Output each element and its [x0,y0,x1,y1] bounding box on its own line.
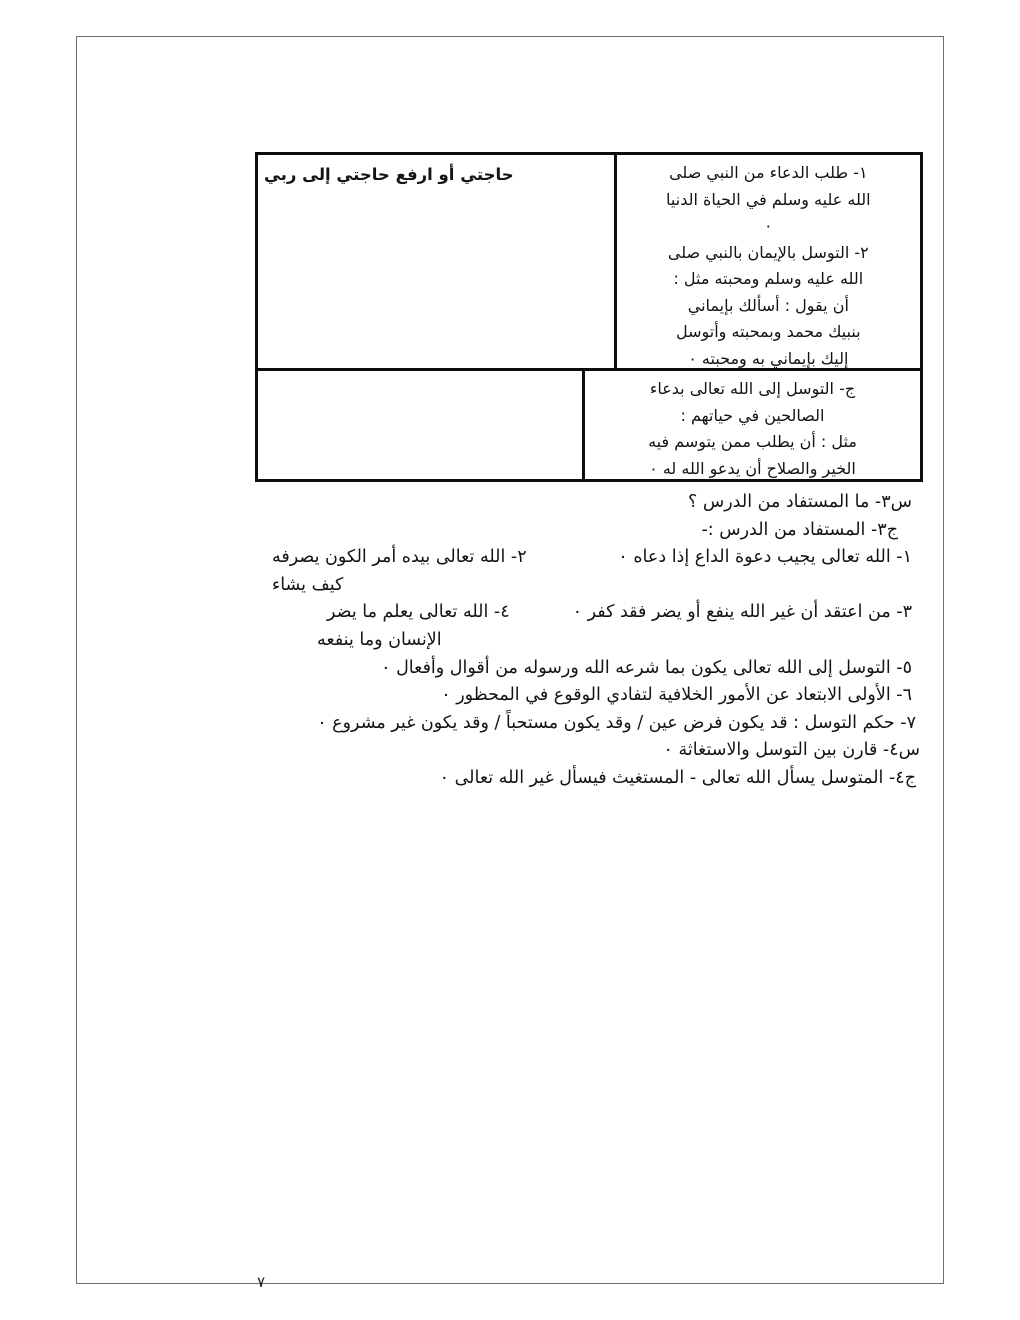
point-6: ٦- الأولى الابتعاد عن الأمور الخلافية لتفادي الوقوع في المحظور ٠ [441,685,912,706]
table-cell-row1-right [614,155,920,368]
lesson-table [255,152,923,482]
point-3: ٣- من اعتقد أن غير الله ينفع أو يضر فقد كفر ٠ [572,602,912,623]
table-row-2 [258,368,920,479]
point-5: ٥- التوسل إلى الله تعالى يكون بما شرعه الله ورسوله من أقوال وأفعال ٠ [381,657,912,678]
question-3: س٣- ما المستفاد من الدرس ؟ [688,492,912,512]
page-number: ٧ [257,1273,266,1291]
point-1: ١- الله تعالى يجيب دعوة الداع إذا دعاه ٠ [618,547,912,568]
page-border [76,36,944,1291]
body-text [272,489,920,793]
table-text-line: الصالحين في حياتهم : [680,405,825,425]
table-text-line: ٢- التوسل بالإيمان بالنبي صلى [667,242,869,262]
points-1-2 [272,544,920,572]
table-text-line: الله عليه وسلم ومحبته مثل : [673,269,864,288]
table-text-line: الخير والصلاح أن يدعو الله له ٠ [649,458,856,478]
point-7: ٧- حكم التوسل : قد يكون فرض عين / وقد يكون مستحباً / وقد يكون غير مشروع ٠ [317,712,916,733]
point-2-continuation: كيف يشاء [272,574,344,595]
question-4: س٤- قارن بين التوسل والاستغاثة ٠ [663,740,920,761]
point-2: ٢- الله تعالى بيده أمر الكون يصرفه [272,547,527,568]
table-text-line: بنبيك محمد وبمحبته وأتوسل [675,322,861,341]
table-text-line: الله عليه وسلم في الحياة الدنيا [666,189,871,209]
table-cell-row2-left [258,371,582,479]
point-4: ٤- الله تعالى يعلم ما يضر [327,602,510,623]
table-cell-row1-left: حاجتي أو ارفع حاجتي إلى ربي [264,165,514,184]
point-4-continuation: الإنسان وما ينفعه [317,629,442,650]
table-text-line: ج- التوسل إلى الله تعالى بدعاء [649,379,856,398]
table-text-line: أن يقول : أسألك بإيماني [687,295,849,315]
table-text-line: ٠ [764,216,773,235]
table-row-1 [258,155,920,368]
table-text-line: ١- طلب الدعاء من النبي صلى [669,163,868,182]
table-text-line: مثل : أن يطلب ممن يتوسم فيه [648,432,857,451]
answer-4: ج٤- المتوسل يسأل الله تعالى - المستغيث فيسأل غير الله تعالى ٠ [439,767,916,788]
answer-3-heading: ج٣- المستفاد من الدرس :- [701,519,898,540]
table-text-line: إليك بإيماني به ومحبته ٠ [688,348,849,368]
table-cell-row2-right [582,371,920,479]
points-3-4 [272,599,920,627]
